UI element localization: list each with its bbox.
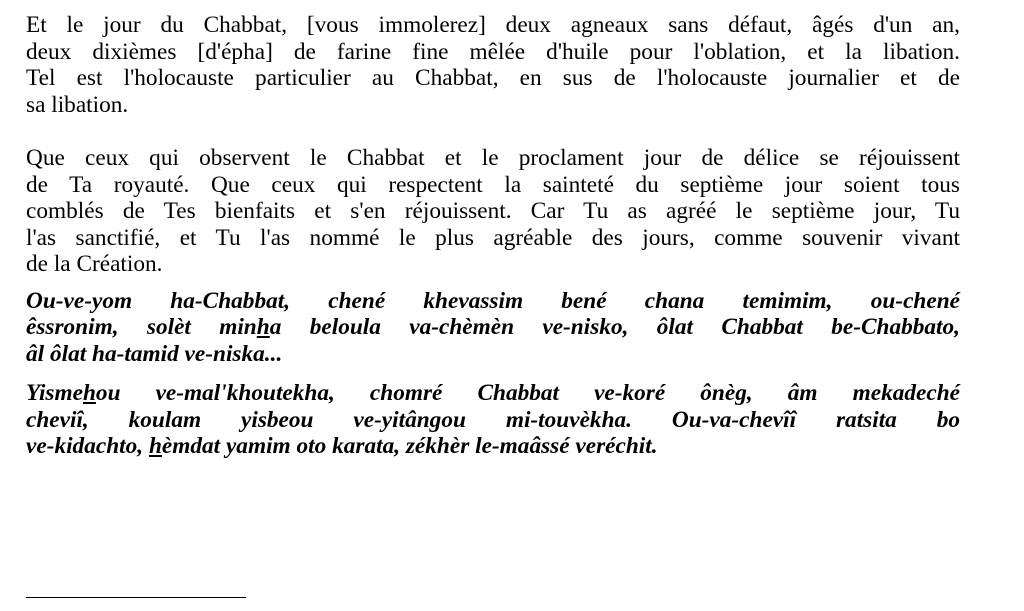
text-line: Que ceux qui observent le Chabbat et le proclament jour de délice se réjouissent xyxy=(26,145,960,171)
text-segment: èmdat yamim oto karata, zékhèr le-maâssé veréchit. xyxy=(161,433,658,459)
text-line: âl ôlat ha-tamid ve-niska... xyxy=(26,340,283,367)
text-line: deux dixièmes [d'épha] de farine fine mêlée d'huile pour l'oblation, et la libation. xyxy=(26,38,960,65)
paragraph-french-1 xyxy=(26,12,960,118)
text-segment: a beloula va-chèmèn ve-nisko, ôlat Chabbat be-Chabbato, xyxy=(269,314,960,340)
text-line: l'as sanctifié, et Tu l'as nommé le plus agréable des jours, comme souvenir vivant xyxy=(26,224,960,251)
text-line: Ou-ve-yom ha-Chabbat, chené khevassim bené chana temimim, ou-chené xyxy=(26,287,960,314)
text-line xyxy=(26,380,960,407)
underlined-letter: h xyxy=(256,314,270,340)
text-line: Et le jour du Chabbat, [vous immolerez] deux agneaux sans défaut, âgés d'un an, xyxy=(26,12,960,38)
text-line: de la Création. xyxy=(26,251,163,277)
underlined-letter: h xyxy=(82,380,96,406)
paragraph-french-2 xyxy=(26,145,960,278)
underlined-letter: h xyxy=(148,433,162,459)
text-segment: ve-kidachto, xyxy=(26,433,149,459)
text-line: de Ta royauté. Que ceux qui respectent la sainteté du septième jour soient tous xyxy=(26,171,960,198)
text-segment: Yisme xyxy=(26,380,83,406)
text-line xyxy=(26,433,960,460)
document-page xyxy=(26,12,960,460)
text-segment: êssronim, solèt min xyxy=(26,314,257,340)
text-line: sa libation. xyxy=(26,91,129,118)
text-segment: ou ve-mal'khoutekha, chomré Chabbat ve-koré ônèg, âm mekadeché xyxy=(95,380,960,406)
text-line: Tel est l'holocauste particulier au Chabbat, en sus de l'holocauste journalier et de xyxy=(26,65,960,91)
paragraph-transliteration-2 xyxy=(26,380,960,460)
paragraph-transliteration-1 xyxy=(26,288,960,368)
footnote-separator xyxy=(26,597,246,598)
text-line: comblés de Tes bienfaits et s'en réjouissent. Car Tu as agréé le septième jour, Tu xyxy=(26,198,960,224)
text-line xyxy=(26,314,960,341)
text-line: cheviî, koulam yisbeou ve-yitângou mi-touvèkha. Ou-va-chevîî ratsita bo xyxy=(26,406,960,433)
